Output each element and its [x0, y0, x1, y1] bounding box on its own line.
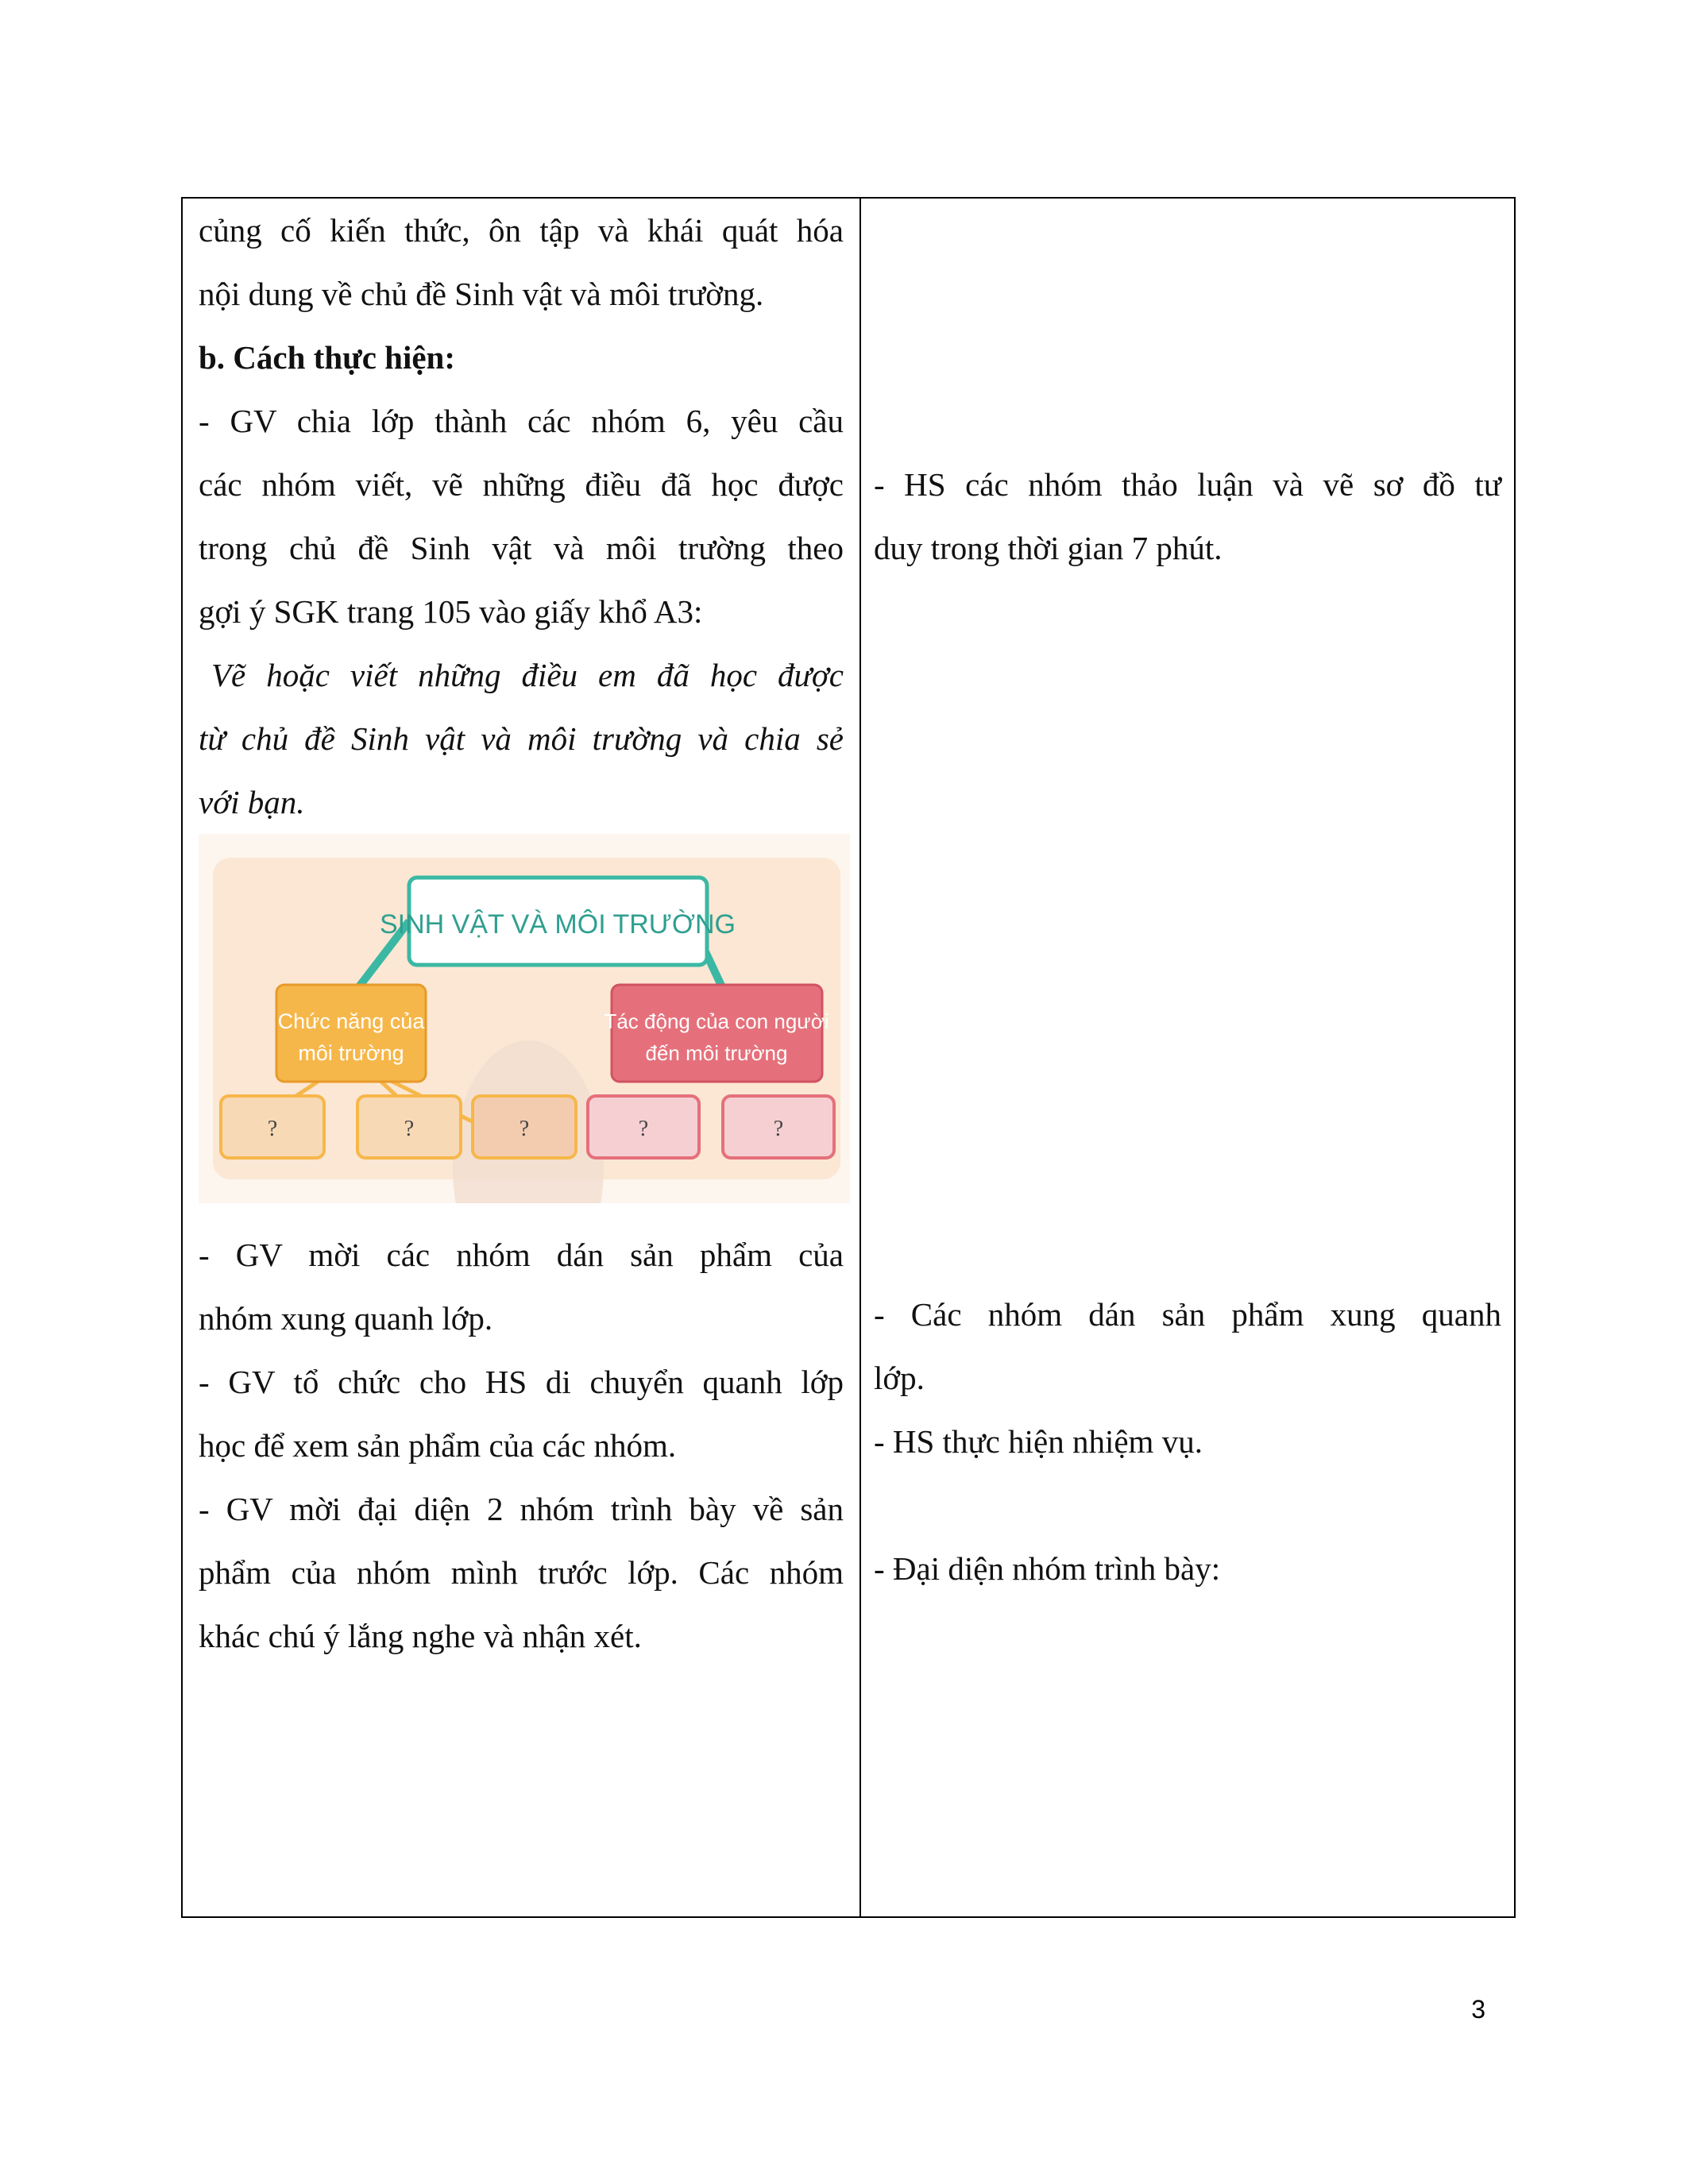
- student-activity-line: - HS thực hiện nhiệm vụ.: [874, 1423, 1203, 1460]
- instruction-line: - GV tổ chức cho HS di chuyển quanh lớp: [199, 1364, 844, 1400]
- instruction-line: - GV mời đại diện 2 nhóm trình bày về sản: [199, 1491, 844, 1527]
- instruction-line: khác chú ý lắng nghe và nhận xét.: [199, 1618, 642, 1654]
- student-activity-line: - HS các nhóm thảo luận và vẽ sơ đồ tư: [874, 466, 1501, 503]
- left-node-label: Chức năng của: [277, 1009, 425, 1033]
- page-number: 3: [1471, 1995, 1485, 2024]
- instruction-line: nhóm xung quanh lớp.: [199, 1300, 493, 1337]
- leaf-node-label: ?: [404, 1117, 415, 1141]
- instruction-line: học để xem sản phẩm của các nhóm.: [199, 1427, 677, 1464]
- intro-line: nội dung về chủ đề Sinh vật và môi trường.: [199, 276, 764, 312]
- quote-line: với bạn.: [199, 784, 305, 820]
- left-node: [276, 985, 426, 1082]
- leaf-node-label: ?: [638, 1117, 649, 1141]
- instruction-line: trong chủ đề Sinh vật và môi trường theo: [199, 530, 844, 566]
- student-activity-line: - Đại diện nhóm trình bày:: [874, 1550, 1221, 1587]
- instruction-line: - GV mời các nhóm dán sản phẩm của: [199, 1237, 844, 1273]
- quote-line: từ chủ đề Sinh vật và môi trường và chia sẻ: [199, 720, 844, 757]
- section-heading: b. Cách thực hiện:: [199, 339, 456, 376]
- student-activity-line: lớp.: [874, 1360, 925, 1396]
- leaf-node-label: ?: [267, 1117, 278, 1141]
- student-activity-line: duy trong thời gian 7 phút.: [874, 530, 1223, 566]
- right-node-label: đến môi trường: [645, 1041, 788, 1065]
- student-activity-line: - Các nhóm dán sản phẩm xung quanh: [874, 1296, 1501, 1333]
- instruction-line: - GV chia lớp thành các nhóm 6, yêu cầu: [199, 403, 844, 439]
- right-node: [612, 985, 822, 1082]
- intro-line: củng cố kiến thức, ôn tập và khái quát hóa: [199, 212, 844, 249]
- right-node-label: Tác động của con người: [604, 1009, 829, 1033]
- instruction-line: các nhóm viết, vẽ những điều đã học được: [199, 466, 844, 503]
- lesson-table: [181, 197, 1516, 1918]
- instruction-line: phẩm của nhóm mình trước lớp. Các nhóm: [199, 1554, 844, 1591]
- leaf-node-label: ?: [773, 1117, 784, 1141]
- center-node-label: SINH VẬT VÀ MÔI TRƯỜNG: [380, 909, 736, 940]
- quote-line: Vẽ hoặc viết những điều em đã học được: [211, 657, 844, 693]
- instruction-line: gợi ý SGK trang 105 vào giấy khổ A3:: [199, 593, 703, 630]
- leaf-node-label: ?: [519, 1117, 530, 1141]
- column-divider: [859, 199, 861, 1916]
- left-node-label: môi trường: [298, 1041, 404, 1065]
- mind-map-figure: [199, 834, 850, 1203]
